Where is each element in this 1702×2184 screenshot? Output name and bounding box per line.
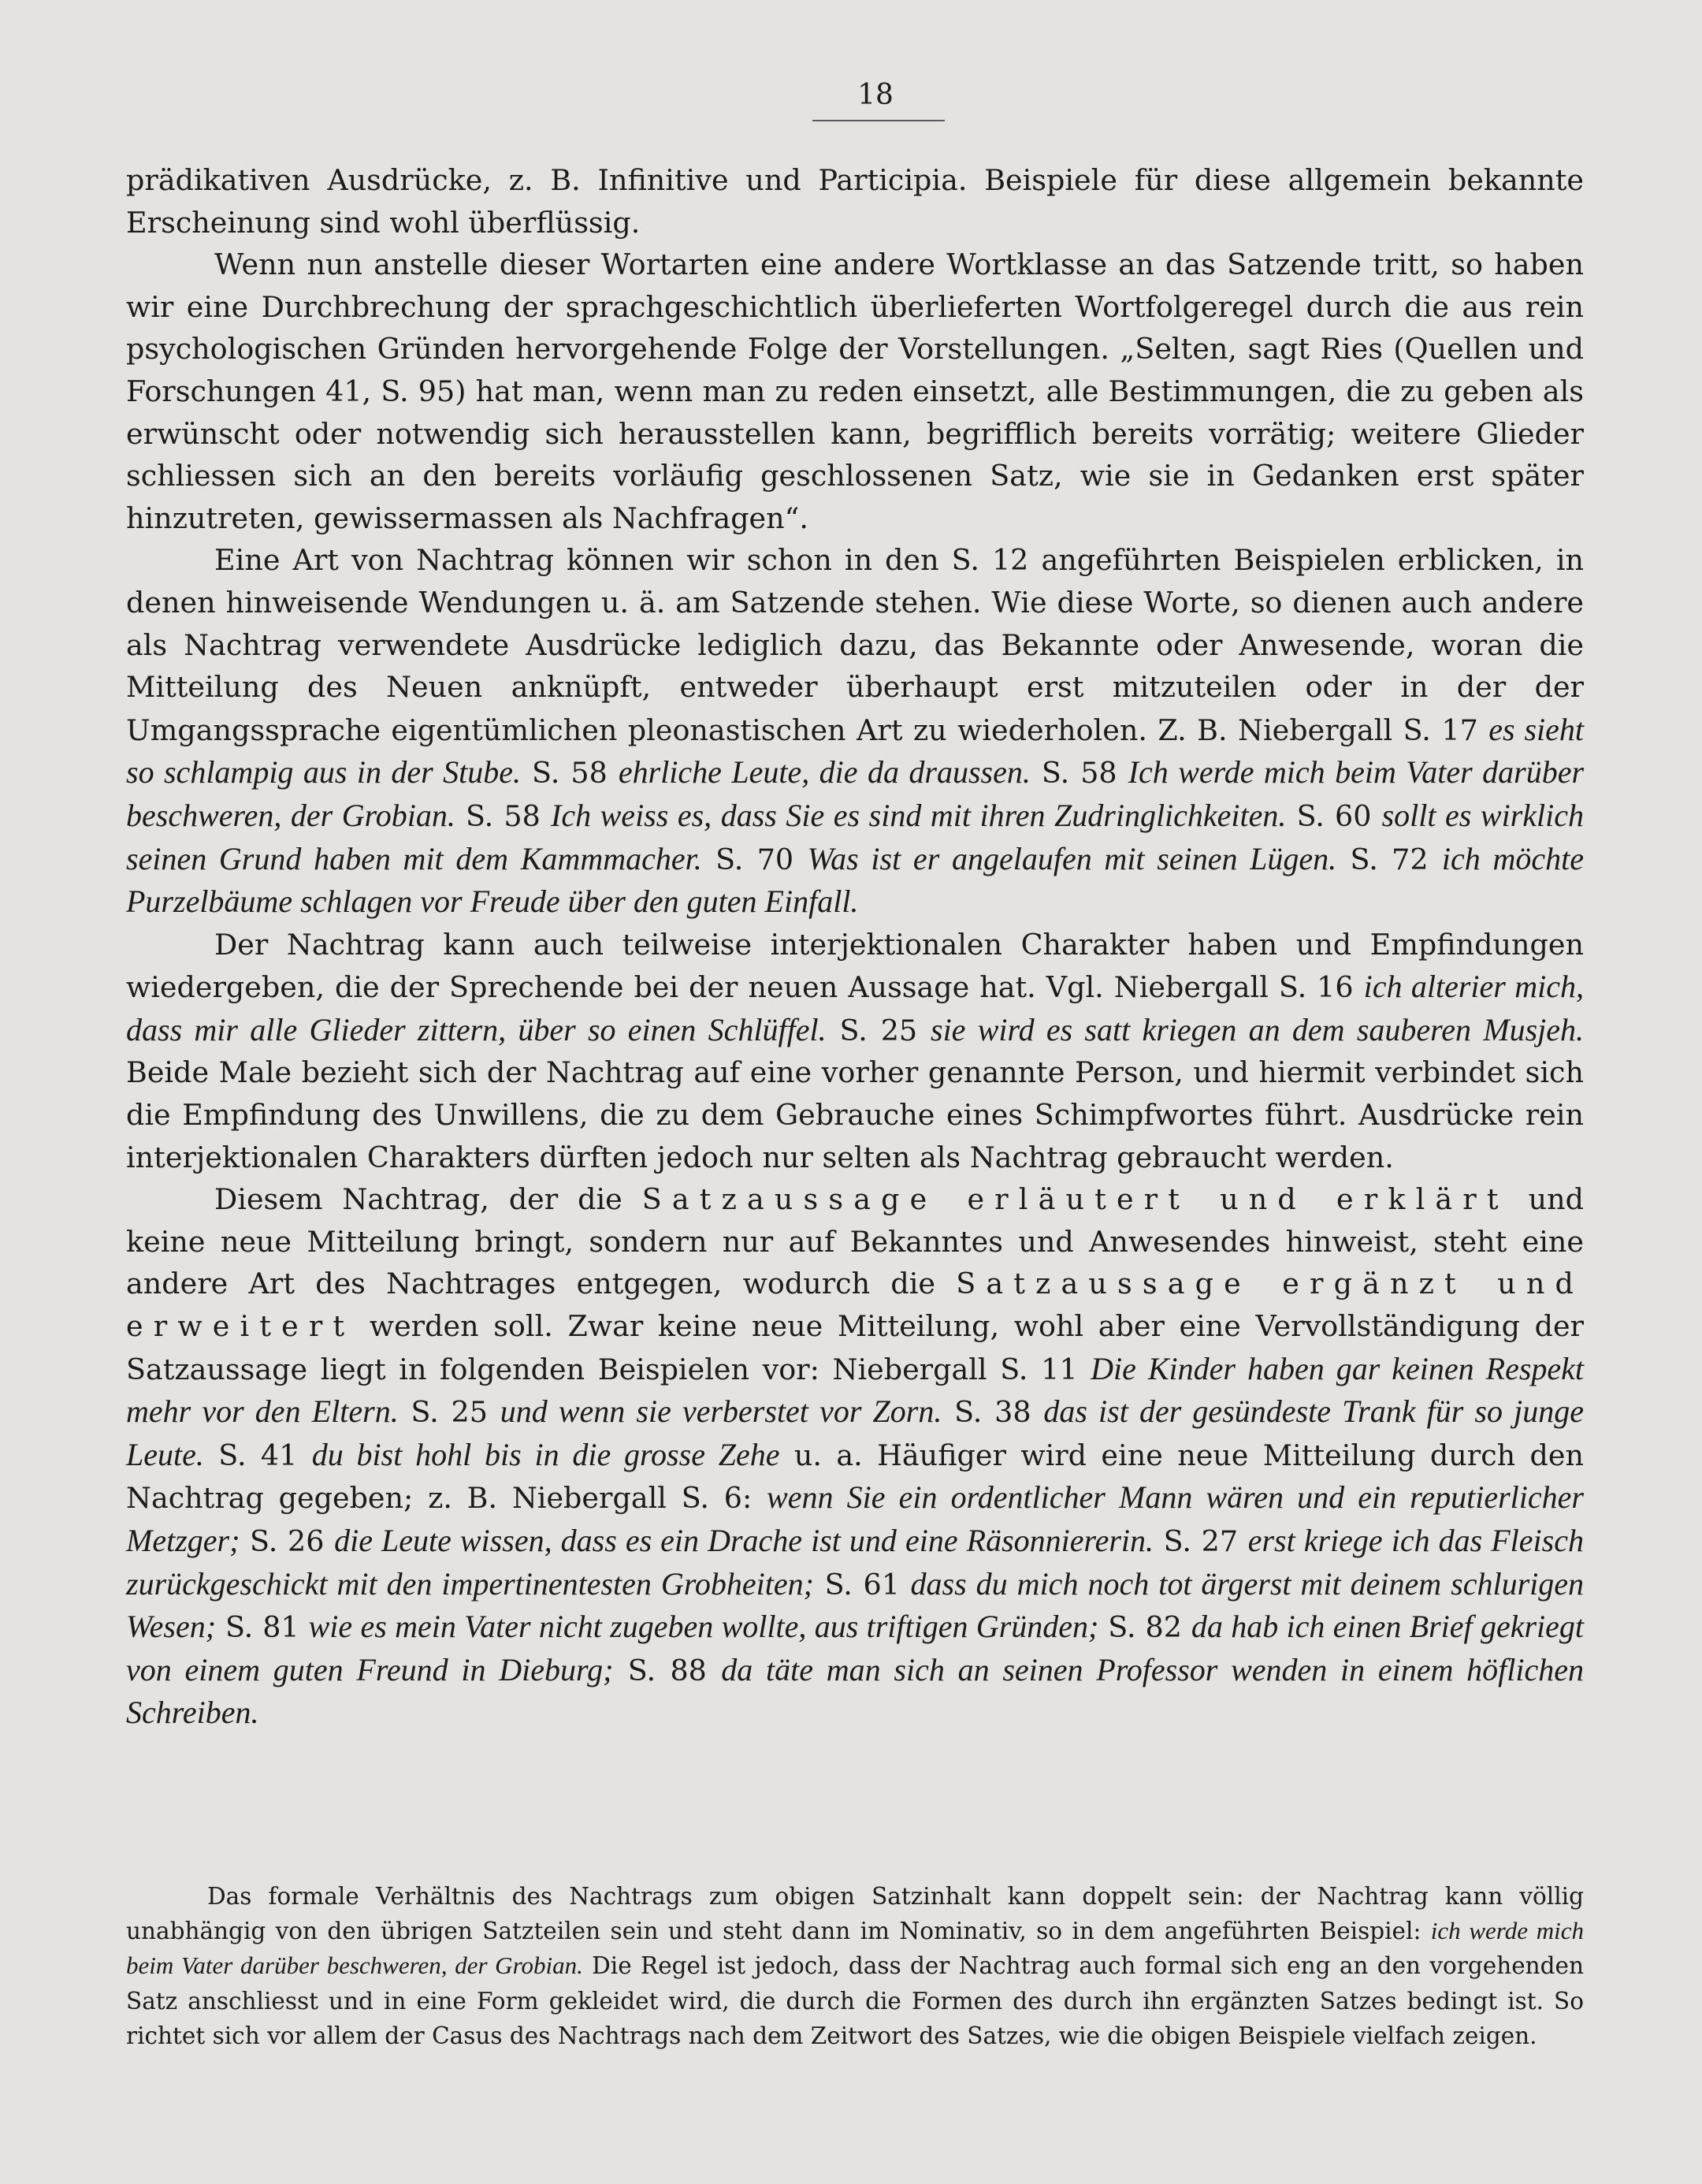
text-run: S. 61 — [813, 1567, 911, 1602]
text-run: S. 58 — [1030, 756, 1128, 791]
example-quote: du bist hohl bis in die grosse Zehe — [311, 1436, 780, 1472]
text-run: S. 38 — [942, 1395, 1044, 1430]
page-number: 18 — [857, 79, 894, 111]
emphasis-spaced: Satzaussage erläutert und erklärt — [641, 1182, 1509, 1217]
example-quote: ich werde mich beim Vater darüber beschweren, der Grobian. — [126, 1917, 1584, 1980]
text-run: S. 82 — [1098, 1610, 1191, 1645]
paragraph — [126, 539, 1584, 923]
text-run: S. 60 — [1286, 798, 1382, 833]
example-quote: es sieht so schlampig aus in der Stube. — [126, 711, 1585, 791]
paragraph — [126, 924, 1584, 1179]
text-run: prädikativen Ausdrücke, z. B. Infinitive und Participia. Beispiele für diese allgemein bekannte Erscheinung sind wohl überflüssig. — [126, 163, 1584, 240]
paragraph — [126, 159, 1584, 244]
text-run: S. 58 — [521, 756, 619, 791]
text-run: S. 70 — [701, 842, 808, 876]
example-quote: wie es mein Vater nicht zugeben wollte, aus triftigen Gründen; — [308, 1609, 1099, 1645]
footnote-paragraph — [126, 1879, 1584, 2053]
text-run: werden soll. Zwar keine neue Mitteilung, wohl aber eine Vervollständigung der Satzaussage liegt in folgenden Beispielen vor: Niebergall S. 11 — [126, 1309, 1584, 1386]
emphasis-spaced: Satzaussage ergänzt und erweitert — [126, 1267, 1584, 1344]
example-quote: sollt es wirklich seinen Grund haben mit dem Kammmacher. — [126, 797, 1585, 876]
text-run: Eine Art von Nachtrag können wir schon in den S. 12 angeführten Beispielen erblicken, in denen hinweisende Wendungen u. ä. am Satzende stehen. Wie diese Worte, so dienen auch andere als Nachtrag verwendete Ausdrücke lediglich dazu, das Bekannte oder Anwesende, woran die Mitteilung des Neuen anknüpft, entweder überhaupt erst mitzuteilen oder in der der Umgangssprache eigentümlichen pleonastischen Art zu wiederholen. Z. B. Niebergall S. 17 — [126, 543, 1584, 747]
page-number-rule — [812, 120, 945, 121]
example-quote: Was ist er angelaufen mit seinen Lügen. — [807, 840, 1337, 876]
text-run: S. 58 — [455, 798, 552, 833]
example-quote: Ich werde mich beim Vater darüber beschweren, der Grobian. — [126, 754, 1585, 833]
example-quote: und wenn sie verberstet vor Zorn. — [500, 1393, 942, 1430]
example-quote: Die Kinder haben gar keinen Respekt mehr vor den Eltern. — [126, 1350, 1585, 1430]
text-run: Beide Male bezieht sich der Nachtrag auf eine vorher genannte Person, und hiermit verbindet sich die Empfindung des Unwillens, die zu dem Gebrauche eines Schimpfwortes führt. Ausdrücke rein interjektionalen Charakters dürften jedoch nur selten als Nachtrag gebraucht werden. — [126, 1055, 1584, 1174]
example-quote: Ich weiss es, dass Sie es sind mit ihren Zudringlichkeiten. — [551, 797, 1287, 833]
paragraph — [126, 244, 1584, 539]
text-run: S. 27 — [1154, 1524, 1248, 1558]
text-run: und keine neue Mitteilung bringt, sondern nur auf Bekanntes und Anwesendes hinweist, steht eine andere Art des Nachtrages entgegen, wodurch die — [126, 1182, 1585, 1301]
text-run: S. 88 — [613, 1653, 722, 1687]
text-run: Das formale Verhältnis des Nachtrags zum obigen Satzinhalt kann doppelt sein: der Nachtrag kann völlig unabhängig von den übrigen Satzteilen sein und steht dann im Nominativ, so in dem angeführten Beispiel: — [126, 1883, 1584, 1945]
text-run: S. 72 — [1336, 842, 1442, 876]
example-quote: dass du mich noch tot ärgerst mit deinem schlurigen Wesen; — [126, 1565, 1585, 1645]
example-quote: ich möchte Purzelbäume schlagen vor Freude über den guten Einfall. — [126, 840, 1585, 920]
example-quote: ich alterier mich, dass mir alle Glieder zittern, über so einen Schlüffel. — [126, 969, 1584, 1047]
example-quote: wenn Sie ein ordentlicher Mann wären und ein reputierlicher Metzger; — [126, 1479, 1584, 1558]
text-run: S. 81 — [216, 1610, 309, 1645]
text-run: S. 41 — [203, 1438, 312, 1472]
example-quote: das ist der gesündeste Trank für so junge Leute. — [126, 1393, 1584, 1472]
text-run: Wenn nun anstelle dieser Wortarten eine andere Wortklasse an das Satzende tritt, so haben wir eine Durchbrechung der sprachgeschichtlich überlieferten Wortfolgeregel durch die aus rein psychologischen Gründen hervorgehende Folge der Vorstellungen. „Selten, sagt Ries (Quellen und Forschungen 41, S. 95) hat man, wenn man zu reden einsetzt, alle Bestimmungen, die zu geben als erwünscht oder notwendig sich herausstellen kann, begrifflich bereits vorrätig; weitere Glieder schliessen sich an den bereits vorläufig geschlossenen Satz, wie sie in Gedanken erst später hinzutreten, gewissermassen als Nachfragen“. — [126, 247, 1584, 535]
example-quote: sie wird es satt kriegen an dem sauberen Musjeh. — [931, 1011, 1584, 1047]
text-run: S. 26 — [240, 1524, 335, 1558]
text-run: Diesem Nachtrag, der die — [214, 1182, 642, 1217]
example-quote: ehrliche Leute, die da draussen. — [618, 754, 1031, 791]
text-run: Der Nachtrag kann auch teilweise interjektionalen Charakter haben und Empfindungen wiedergeben, die der Sprechende bei der neuen Aussage hat. Vgl. Niebergall S. 16 — [126, 927, 1584, 1005]
text-run: Die Regel ist jedoch, dass der Nachtrag auch formal sich eng an den vorgehenden Satz anschliesst und in eine Form gekleidet wird, die durch die Formen des durch ihn ergänzten Satzes bedingt ist. So richtet sich vor allem der Casus des Nachtrags nach dem Zeitwort des Satzes, wie die obigen Beispiele vielfach zeigen. — [126, 1952, 1585, 2049]
text-run: u. a. Häufiger wird eine neue Mitteilung durch den Nachtrag gegeben; z. B. Niebergall S. 6: — [126, 1438, 1584, 1516]
example-quote: erst kriege ich das Fleisch zurückgeschickt mit den impertinentesten Grobheiten; — [126, 1523, 1584, 1602]
paragraph — [126, 1178, 1584, 1735]
example-quote: da täte man sich an seinen Professor wenden in einem höflichen Schreiben. — [126, 1651, 1585, 1731]
text-run: S. 25 — [398, 1395, 500, 1430]
example-quote: die Leute wissen, dass es ein Drache ist und eine Räsonniererin. — [334, 1523, 1154, 1558]
footnote — [126, 1879, 1584, 2053]
body-text — [126, 159, 1584, 1735]
text-run: S. 25 — [826, 1013, 931, 1047]
example-quote: da hab ich einen Brief gekriegt von einem guten Freund in Dieburg; — [126, 1609, 1585, 1687]
